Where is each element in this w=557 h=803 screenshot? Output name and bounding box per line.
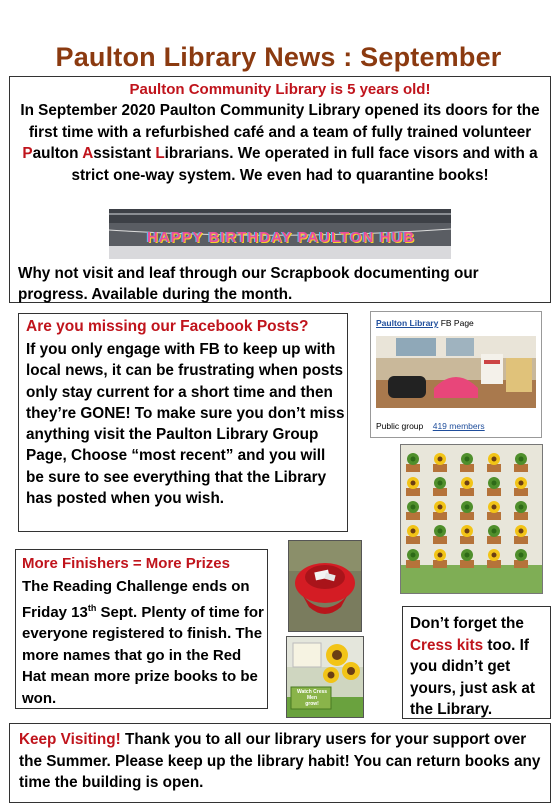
visiting-text xyxy=(19,729,549,794)
sunflower-wall-photo xyxy=(400,444,543,594)
red-hat-photo xyxy=(288,540,362,632)
cress-sign-text: Watch Cress Men grow! xyxy=(296,689,328,707)
l-letter: L xyxy=(155,145,165,162)
banner-text: HAPPY BIRTHDAY PAULTON HUB xyxy=(146,229,416,246)
reading-challenge-section xyxy=(15,549,268,709)
anniversary-section xyxy=(9,76,551,303)
cress-text-1: Don’t forget the xyxy=(410,615,524,632)
fb-card-suffix: FB Page xyxy=(438,318,474,328)
fb-members-link[interactable]: 419 members xyxy=(432,421,485,431)
facebook-section xyxy=(18,313,348,532)
cress-kits-highlight: Cress kits xyxy=(410,636,484,654)
scrapbook-text: Why not visit and leaf through our Scrapbook documenting our progress. Available during the month. xyxy=(18,265,479,303)
page-title: Paulton Library News : September xyxy=(55,42,502,72)
cress-text-2: too. If you didn’t get yours, just ask at the Library. xyxy=(410,636,535,718)
cress-sunflower-photo xyxy=(286,636,364,718)
keep-visiting-heading: Keep Visiting! xyxy=(19,731,121,748)
anniversary-text xyxy=(20,100,540,186)
fb-page-link[interactable]: Paulton Library xyxy=(376,318,439,328)
anniversary-heading: Paulton Community Library is 5 years old! xyxy=(129,81,431,98)
anniversary-text-1: In September 2020 Paulton Community Library opened its doors for the first time with a refurbished café and a team of fully trained volunteer xyxy=(20,102,540,141)
p-letter: P xyxy=(22,145,33,162)
birthday-banner-photo xyxy=(109,209,451,259)
fb-page-card xyxy=(370,311,542,438)
librarians-rest: ibrarians. xyxy=(164,145,234,162)
fb-card-footer xyxy=(376,421,485,431)
cress-kits-section xyxy=(402,606,551,719)
fb-card-header xyxy=(376,318,474,328)
facebook-text: If you only engage with FB to keep up with local news, it can be frustrating when posts only stay current for a short time and then they’re GONE! To make sure you don’t miss anything visit the Paulton Library Group Page, Choose “most recent” and you will be sure to see everything that the Library has posted when you wish. xyxy=(26,341,345,508)
fb-cover-photo xyxy=(376,336,536,408)
reading-text-2: Sept. Plenty of time for everyone registered to finish. The more names that go in the Red Hat mean more prize books to be won. xyxy=(22,603,264,707)
paulton-rest: aulton xyxy=(32,145,83,162)
keep-visiting-section xyxy=(9,723,551,803)
a-letter: A xyxy=(82,145,94,162)
reading-text xyxy=(22,576,266,709)
reading-heading: More Finishers = More Prizes xyxy=(22,555,230,572)
visiting-body: Thank you to all our library users for your support over the Summer. Please keep up the library habit! You can return books any time the building is open. xyxy=(19,731,541,791)
fb-group-type: Public group xyxy=(376,421,424,431)
assistant-rest: ssistant xyxy=(93,145,156,162)
cress-text xyxy=(410,613,550,721)
reading-text-1: The Reading Challenge ends on Friday 13 xyxy=(22,578,250,621)
date-suffix: th xyxy=(87,602,97,613)
facebook-heading: Are you missing our Facebook Posts? xyxy=(26,318,309,335)
anniversary-text-2: We operated in full face visors and with a strict one-way system. We even had to quarantine books! xyxy=(71,145,538,184)
